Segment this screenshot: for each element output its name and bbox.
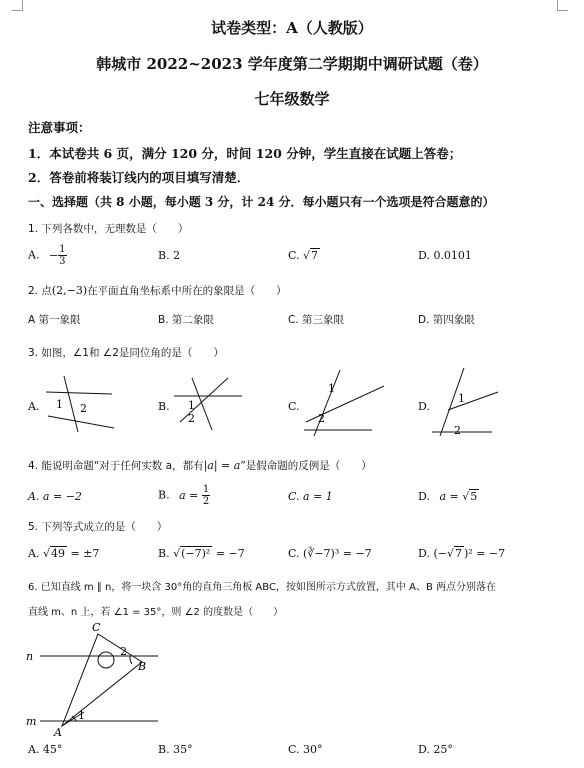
q2-option-a: A 第一象限 <box>28 314 81 326</box>
q5-c-expression: (∛−7)³ = −7 <box>303 547 372 560</box>
q6-fig-angle-2: 2 <box>120 645 127 658</box>
q1-d-label: D. <box>418 249 430 262</box>
q1-c-radicand: 7 <box>311 249 319 262</box>
q1-a-sign: − <box>48 248 59 262</box>
q5-d-radicand: 7 <box>454 547 462 560</box>
q4-text-post: ”是假命题的反例是（ ） <box>240 460 372 472</box>
q3-figure-c <box>300 366 390 438</box>
q2-option-d: D. 第四象限 <box>418 314 475 326</box>
q3-a-angle-1: 1 <box>56 398 63 411</box>
q1-b-label: B. <box>158 249 170 262</box>
q1-c-label: C. <box>288 249 300 262</box>
q2-text-pre: 2. 点 <box>28 285 52 297</box>
q3-c-angle-2: 2 <box>318 412 325 425</box>
q2-text-post: 在平面直角坐标系中所在的象限是（ ） <box>87 285 287 297</box>
exam-main-title: 韩城市 2022~2023 学年度第二学期期中调研试题（卷） <box>96 55 488 73</box>
q1-a-label: A. <box>28 248 40 262</box>
q4-d-label: D. <box>418 490 430 503</box>
q5-d-pre: (− <box>433 547 447 560</box>
q5-a-rest: = ±7 <box>66 547 100 560</box>
q3-d-angle-2: 2 <box>454 424 461 437</box>
q3-option-b-label: B. <box>158 400 170 413</box>
q4-b-denominator: 2 <box>202 496 210 507</box>
q6-text-line-1: 6. 已知直线 m ∥ n，将一块含 30°角的直角三角板 ABC，按如图所示方式放置，其中 A、B 两点分别落在 <box>28 582 496 593</box>
q2-option-b: B. 第二象限 <box>158 314 214 326</box>
q4-d-var: a = <box>439 490 459 503</box>
q4-b-numerator: 1 <box>202 484 210 495</box>
q6-option-b: B. 35° <box>158 743 193 756</box>
q1-option-a <box>28 244 67 267</box>
q6-option-a: A. 45° <box>28 743 63 756</box>
q1-d-value: 0.0101 <box>433 249 472 262</box>
q4-option-d: D. a = √5 <box>418 490 478 503</box>
q4-option-c: C. a = 1 <box>288 490 333 503</box>
section-1-heading: 一、选择题（共 8 小题，每小题 3 分，计 24 分．每小题只有一个选项是符合题意的） <box>28 195 495 209</box>
q3-figure-b <box>172 372 246 434</box>
q3-d-angle-1: 1 <box>458 392 465 405</box>
q3-b-angle-1: 1 <box>188 399 195 412</box>
q5-text: 5. 下列等式成立的是（ ） <box>28 521 168 533</box>
q1-a-fraction <box>58 244 66 267</box>
q5-d-label: D. <box>418 547 430 560</box>
q3-a-angle-2: 2 <box>80 402 87 415</box>
q4-b-label: B. <box>158 488 170 502</box>
q6-fig-angle-1: 1 <box>78 709 85 722</box>
q5-option-b: B. √(−7)² = −7 <box>158 547 245 560</box>
q6-option-c: C. 30° <box>288 743 323 756</box>
q3-figure-d <box>428 364 502 440</box>
notes-item-2: 2．答卷前将装订线内的项目填写清楚． <box>28 170 250 185</box>
q5-c-label: C. <box>288 547 300 560</box>
q5-b-rest: = −7 <box>212 547 245 560</box>
q3-figure-a <box>42 372 116 434</box>
q1-a-denominator: 3 <box>59 256 66 267</box>
q4-text <box>28 458 372 473</box>
q3-text: 3. 如图，∠1和 ∠2是同位角的是（ ） <box>28 347 224 359</box>
q1-option-d <box>418 249 472 262</box>
q6-fig-line-n: n <box>26 650 34 663</box>
q6-option-d: D. 25° <box>418 743 453 756</box>
q3-c-angle-1: 1 <box>328 382 335 395</box>
q4-b-fraction <box>202 484 210 507</box>
q5-option-c <box>288 547 372 560</box>
corner-mark-right <box>557 0 568 11</box>
notes-item-1: 1．本试卷共 6 页，满分 120 分，时间 120 分钟，学生直接在试题上答卷； <box>28 146 462 161</box>
q3-option-c-label: C. <box>288 400 300 413</box>
q6-fig-line-m: m <box>26 715 37 728</box>
notes-heading: 注意事项： <box>28 120 91 135</box>
q6-text-line-2: 直线 m、n 上，若 ∠1 = 35°，则 ∠2 的度数是（ ） <box>28 607 284 618</box>
q4-b-var: a = <box>179 488 199 502</box>
exam-type-title: 试卷类型：A（人教版） <box>211 19 373 37</box>
q5-a-label: A. <box>28 547 40 560</box>
q5-option-a: A. √49 = ±7 <box>28 547 100 560</box>
q3-option-a-label: A. <box>28 400 40 413</box>
q1-b-value: 2 <box>173 249 181 262</box>
q6-fig-vertex-c: C <box>92 621 101 634</box>
q2-text <box>28 283 287 298</box>
exam-subject-title: 七年级数学 <box>254 90 330 108</box>
q1-text: 1. 下列各数中，无理数是（ ） <box>28 223 189 235</box>
q2-option-c: C. 第三象限 <box>288 314 345 326</box>
q5-option-d: D. (−√7 )² = −7 <box>418 547 506 560</box>
corner-mark-left <box>12 0 23 11</box>
q6-fig-vertex-b: B <box>138 660 147 673</box>
q6-fig-vertex-a: A <box>54 726 62 736</box>
q4-text-pre: 4. 能说明命题“对于任何实数 a，都有 <box>28 460 204 472</box>
q4-option-b <box>158 484 210 507</box>
q1-option-b <box>158 249 180 262</box>
q4-d-radicand: 5 <box>470 490 478 503</box>
q5-a-radicand: 49 <box>50 547 65 560</box>
q4-option-a: A. a = −2 <box>28 490 82 503</box>
q5-b-radicand: (−7)² <box>181 547 211 560</box>
q3-b-angle-2: 2 <box>188 412 195 425</box>
q1-option-c: C. √7 <box>288 249 319 262</box>
q5-d-post: )² = −7 <box>463 547 506 560</box>
q4-abs-expression: |a| = a <box>203 459 241 472</box>
q5-b-label: B. <box>158 547 170 560</box>
q1-a-numerator: 1 <box>59 244 66 255</box>
q2-point: (2,−3) <box>51 284 88 297</box>
q3-option-d-label: D. <box>418 400 430 413</box>
q6-figure-triangle <box>22 620 162 736</box>
